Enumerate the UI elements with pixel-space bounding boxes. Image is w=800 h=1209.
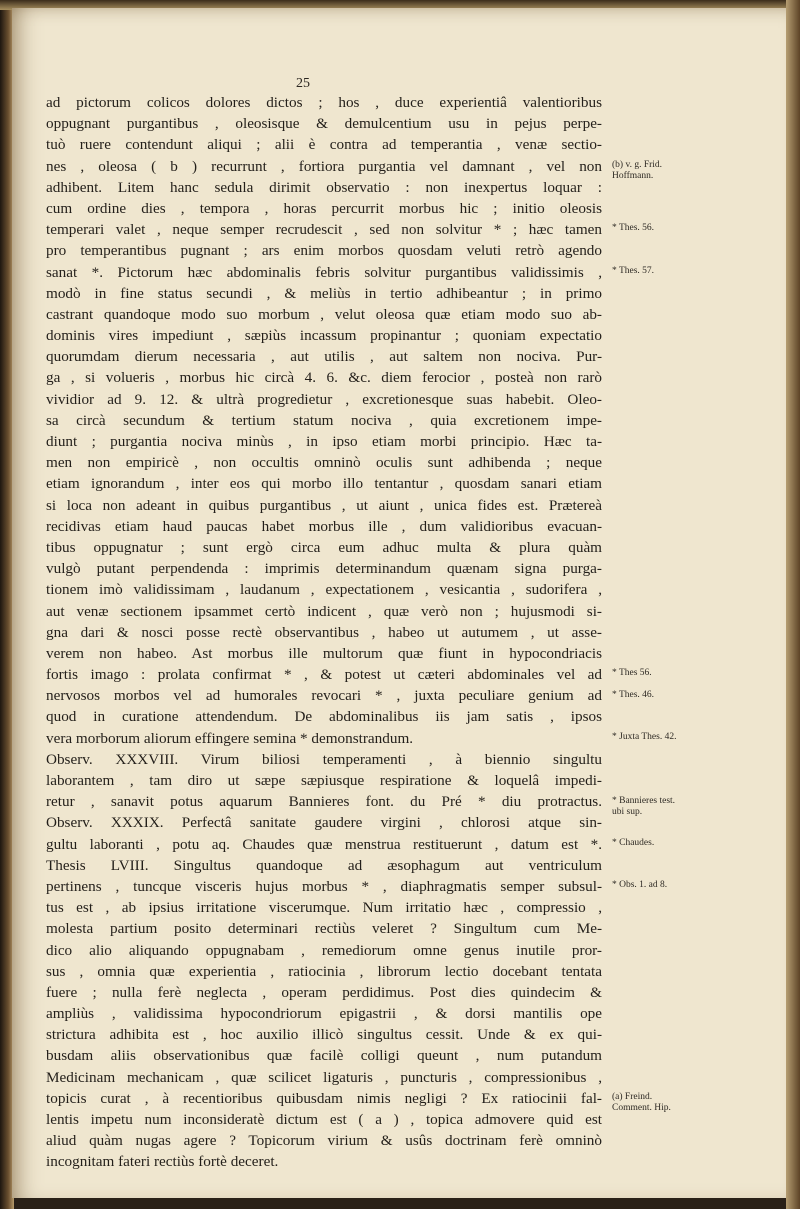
- text-line: etiam ignorandum , inter eos qui morbo illo tentantur , quosdam sanari etiam: [46, 475, 602, 493]
- text-line: modò in fine status secundi , & meliùs in tertio adhibeantur ; in primo: [46, 284, 602, 302]
- text-line: sanat *. Pictorum hæc abdominalis febris solvitur purgantibus validissimis ,: [46, 263, 602, 281]
- text-line: sa circà secundum & tertium statum nociva , quia excretionem impe-: [46, 411, 602, 429]
- text-line: ampliùs , validissima hypocondriorum epigastrii , & dorsi mantilis ope: [46, 1005, 602, 1023]
- text-line: Observ. XXXIX. Perfectâ sanitate gaudere virgini , chlorosi atque sin-: [46, 814, 602, 832]
- text-line: vera morborum aliorum effingere semina * demonstrandum.: [46, 729, 414, 747]
- margin-note: * Juxta Thes. 42.: [612, 732, 677, 742]
- text-line: tuò ruere contendunt aliqui ; alii è contra ad temperantia , venæ sectio-: [46, 136, 602, 154]
- text-line: incognitam fateri rectiùs fortè deceret.: [46, 1153, 279, 1171]
- text-line: strictura adhibita est , hoc auxilio illicò singultus cessit. Unde & ex qui-: [46, 1026, 602, 1044]
- right-page-edge: [786, 0, 800, 1209]
- text-line: busdam aliis observationibus quæ facilè colligi queunt , num putandum: [46, 1047, 602, 1065]
- text-line: diunt ; purgantia nociva minùs , in ipso etiam morbi principio. Hæc ta-: [46, 433, 602, 450]
- margin-note: * Thes. 46.: [612, 689, 655, 700]
- text-line: dominis vires impediunt , sæpiùs incassum propinantur ; quoniam expectatio: [46, 327, 602, 345]
- text-line: nervosos morbos vel ad humorales revocari * , juxta peculiare genium ad: [46, 687, 602, 705]
- text-line: verem non habeo. Ast morbus ille multorum quæ fiunt in hypocondriacis: [46, 644, 602, 662]
- text-line: cum ordine dies , tempora , horas percurrit morbus hic ; initio oleosis: [46, 199, 602, 217]
- text-line: Observ. XXXVIII. Virum biliosi temperamenti , à biennio singultu: [46, 750, 602, 768]
- text-line: tus est , ab ipsius irritatione viscerumque. Num irritatio hæc , compressio ,: [46, 899, 602, 917]
- text-line: fuere ; nulla ferè neglecta , operam perdidimus. Post dies quindecim &: [46, 983, 602, 1001]
- text-line: vulgò putant perpendenda : imprimis determinandum quænam signa purga-: [46, 560, 602, 578]
- margin-note: * Bannieres test. ubi sup.: [612, 795, 676, 817]
- text-line: Medicinam mechanicam , quæ scilicet ligaturis , puncturis , compressionibus ,: [46, 1068, 602, 1086]
- text-line: gultu laboranti , potu aq. Chaudes quæ menstrua restituerunt , datum est *.: [46, 835, 602, 853]
- margin-note: * Thes 56.: [612, 668, 652, 679]
- text-line: men non empiricè , non occultis omninò oculis sunt adhibenda ; neque: [46, 454, 602, 472]
- text-line: oppugnant purgantibus , oleosisque & demulcentium usu in pejus perpe-: [46, 115, 602, 133]
- text-line: ad pictorum colicos dolores dictos ; hos , duce experientiâ valentioribus: [46, 94, 602, 111]
- body-text: [46, 92, 602, 1173]
- text-line: pertinens , tuncque visceris hujus morbus * , diaphragmatis semper subsul-: [46, 877, 602, 895]
- text-line: adhibent. Litem hanc sedula dirimit observatio : non inexpertus loquar :: [46, 178, 602, 196]
- text-line: tibus oppugnatur ; sunt ergò circa eum adhuc multa & plura quàm: [46, 538, 602, 556]
- text-line: retur , sanavit potus aquarum Bannieres font. du Pré * diu protractus.: [46, 793, 602, 811]
- margin-note: * Thes. 56.: [612, 223, 655, 234]
- text-line: aut venæ sectionem ipsammet certò indicent , quæ verò non ; hujusmodi si-: [46, 602, 602, 620]
- text-line: dico alio aliquando oppugnabam , remediorum omne genus inutile pror-: [46, 941, 602, 959]
- text-line: recidivas etiam haud paucas habet morbus ille , dum validioribus evacuan-: [46, 517, 602, 535]
- margin-note: * Thes. 57.: [612, 265, 655, 276]
- margin-note: * Chaudes.: [612, 838, 655, 848]
- text-line: Thesis LVIII. Singultus quandoque ad æsophagum aut ventriculum: [46, 856, 602, 874]
- text-line: gna dari & nosci posse rectè observantibus , habeo ut autumem , ut asse-: [46, 623, 602, 641]
- text-line: quorumdam dierum necessaria , aut utilis , aut saltem non nociva. Pur-: [46, 348, 602, 366]
- text-line: laborantem , tam diro ut sæpe sæpiusque respiratione & loquelâ impedi-: [46, 772, 602, 789]
- text-line: aliud quàm nugas agere ? Topicorum virium & usûs doctrinam ferè omninò: [46, 1132, 602, 1150]
- text-line: pro temperantibus pugnant ; ars enim morbos quosdam veluti retrò agendo: [46, 242, 602, 260]
- text-line: lentis impetu num inconsideratè dictum est ( a ) , topica admovere quid est: [46, 1111, 602, 1128]
- text-line: si loca non adeant in quibus purgantibus , ut aiunt , unica fides est. Prætereà: [46, 496, 602, 514]
- text-line: topicis curat , à recentioribus quibusdam nimis negligi ? Ex ratiocinii fal-: [46, 1089, 602, 1107]
- margin-note: * Obs. 1. ad 8.: [612, 880, 668, 891]
- text-line: sus , omnia quæ experientia , ratiocinia , librorum lectio docebant tentata: [46, 962, 602, 980]
- text-line: nes , oleosa ( b ) recurrunt , fortiora purgantia vel damnant , vel non: [46, 157, 602, 175]
- text-line: tionem imò validissimam , laudanum , expectationem , vesicantia , sudorifera ,: [46, 581, 602, 599]
- margin-note: (b) v. g. Frid. Hoffmann.: [612, 159, 663, 181]
- margin-note: (a) Freind. Comment. Hip.: [612, 1092, 671, 1114]
- text-line: ga , si volueris , morbus hic circà 4. 6. &c. diem ferocior , posteà non rarò: [46, 369, 602, 387]
- text-line: quod in curatione attendendum. De abdominalibus iis jam satis , ipsos: [46, 708, 602, 726]
- page-number: 25: [296, 76, 310, 91]
- text-line: molesta partium posito determinari rectiùs veleret ? Singultum cum Me-: [46, 920, 602, 938]
- text-line: vividior ad 9. 12. & ultrà progredietur , excretionesque suas habebit. Oleo-: [46, 390, 602, 408]
- text-line: temperari valet , neque semper recrudescit , sed non solvitur * ; hæc tamen: [46, 221, 602, 239]
- text-line: fortis imago : prolata confirmat * , & potest ut cæteri abdominales vel ad: [46, 666, 602, 684]
- text-line: castrant quandoque modo suo morbum , velut oleosa quæ etiam modo suo ab-: [46, 305, 602, 323]
